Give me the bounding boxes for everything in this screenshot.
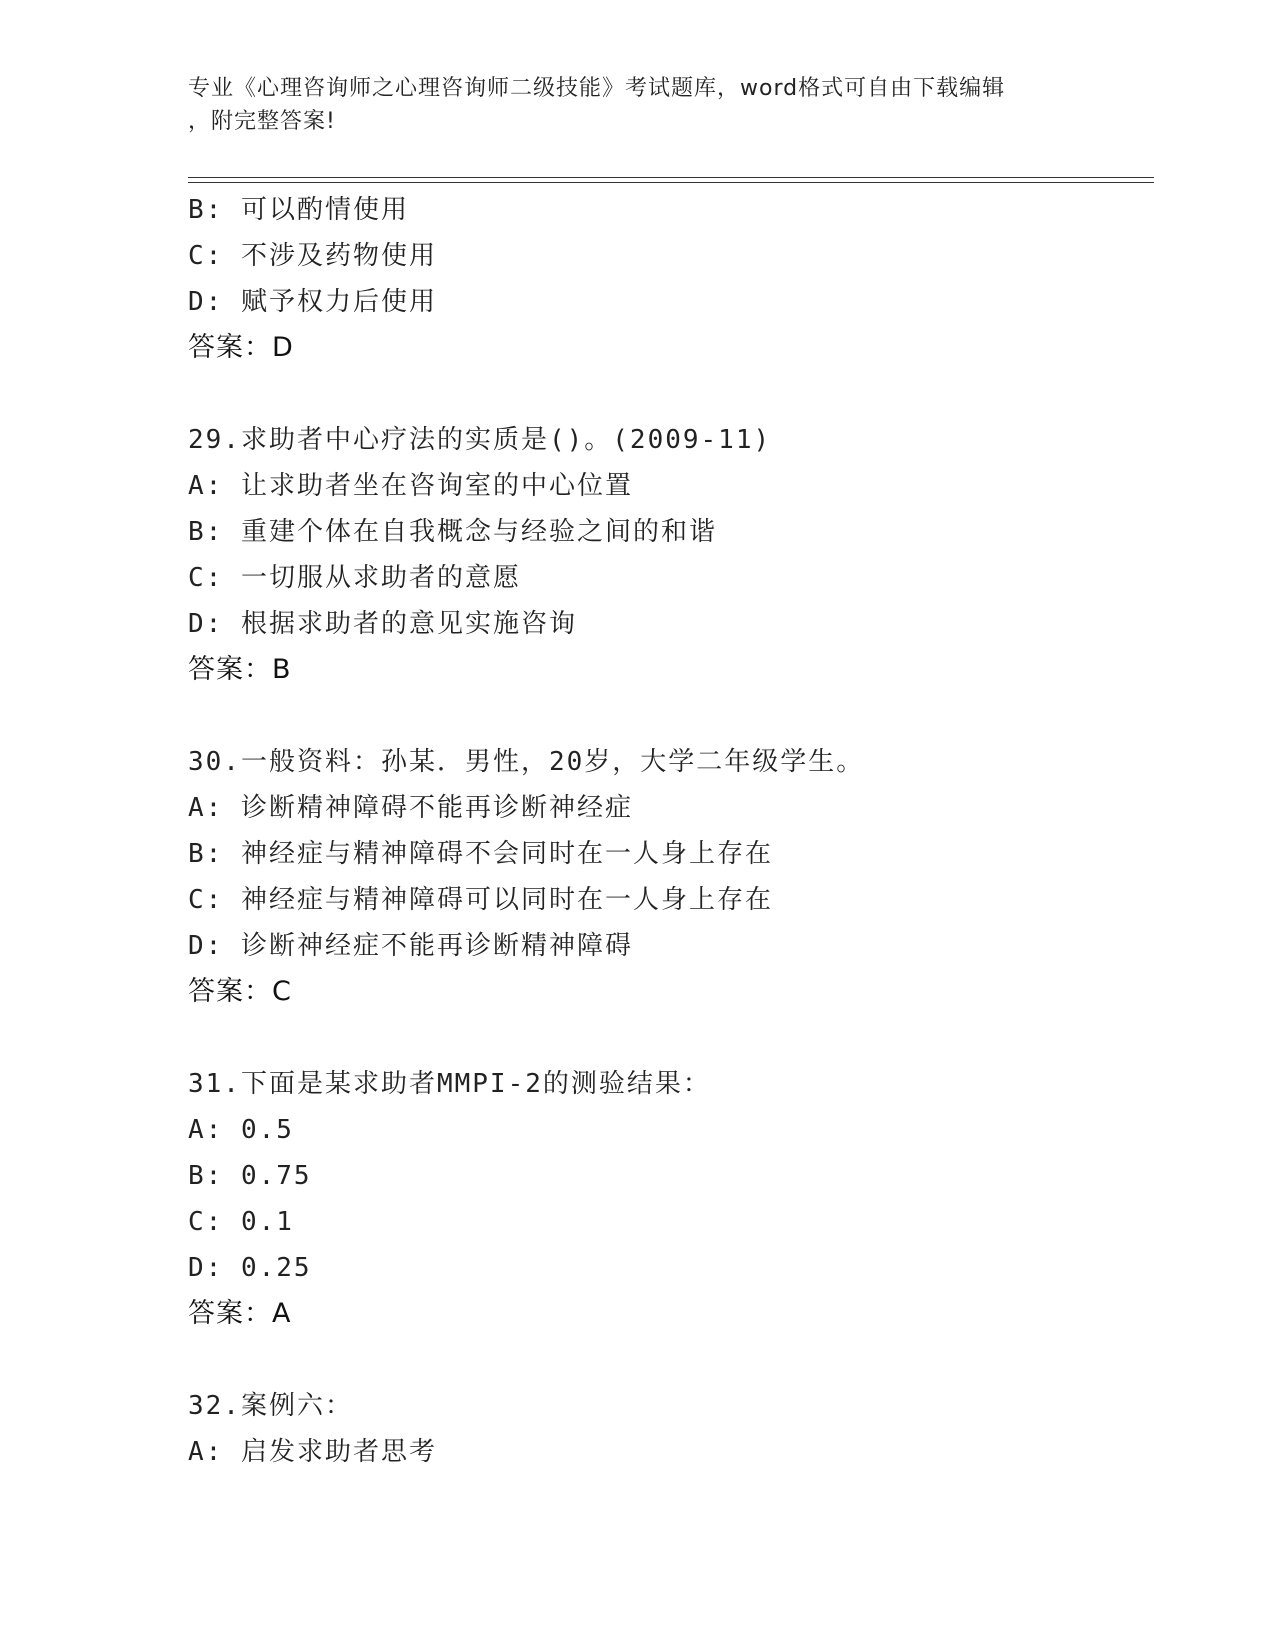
spacer xyxy=(188,371,1154,417)
answer-line: 答案：C xyxy=(188,976,292,1007)
option-b: B: 重建个体在自我概念与经验之间的和谐 xyxy=(188,517,717,547)
header-title-line-1: 专业《心理咨询师之心理咨询师二级技能》考试题库，word格式可自由下载编辑 xyxy=(188,76,1006,101)
answer-line: 答案：B xyxy=(188,654,292,685)
question-29 xyxy=(188,417,1154,693)
question-stem: 30.一般资料：孙某．男性，20岁，大学二年级学生。 xyxy=(188,747,865,777)
question-30 xyxy=(188,739,1154,1015)
header-divider-bottom xyxy=(188,182,1154,183)
question-stem: 29.求助者中心疗法的实质是()。(2009-11) xyxy=(188,425,772,455)
option-d: D: 诊断神经症不能再诊断精神障碍 xyxy=(188,931,633,961)
question-list xyxy=(188,187,1154,1475)
option-a: A: 让求助者坐在咨询室的中心位置 xyxy=(188,471,633,501)
option-d: D: 根据求助者的意见实施咨询 xyxy=(188,609,577,639)
option-c: C: 一切服从求助者的意愿 xyxy=(188,563,521,593)
question-stem: 31.下面是某求助者MMPI-2的测验结果： xyxy=(188,1069,711,1099)
spacer xyxy=(188,1337,1154,1383)
document-header xyxy=(188,72,1068,138)
answer-line: 答案：A xyxy=(188,1298,292,1329)
question-stem: 32.案例六： xyxy=(188,1391,353,1421)
option-c: C: 0.1 xyxy=(188,1207,294,1237)
question-32 xyxy=(188,1383,1154,1475)
question-28 xyxy=(188,187,1154,371)
option-b: B: 0.75 xyxy=(188,1161,312,1191)
spacer xyxy=(188,693,1154,739)
option-a: A: 0.5 xyxy=(188,1115,294,1145)
spacer xyxy=(188,1015,1154,1061)
header-title-line-2: ，附完整答案! xyxy=(188,109,336,134)
option-d: D: 赋予权力后使用 xyxy=(188,287,437,317)
option-c: C: 神经症与精神障碍可以同时在一人身上存在 xyxy=(188,885,773,915)
option-a: A: 启发求助者思考 xyxy=(188,1437,437,1467)
answer-line: 答案：D xyxy=(188,332,294,363)
question-31 xyxy=(188,1061,1154,1337)
header-divider-top xyxy=(188,177,1154,178)
option-d: D: 0.25 xyxy=(188,1253,312,1283)
option-b: B: 神经症与精神障碍不会同时在一人身上存在 xyxy=(188,839,773,869)
option-b: B: 可以酌情使用 xyxy=(188,195,409,225)
option-c: C: 不涉及药物使用 xyxy=(188,241,437,271)
option-a: A: 诊断精神障碍不能再诊断神经症 xyxy=(188,793,633,823)
